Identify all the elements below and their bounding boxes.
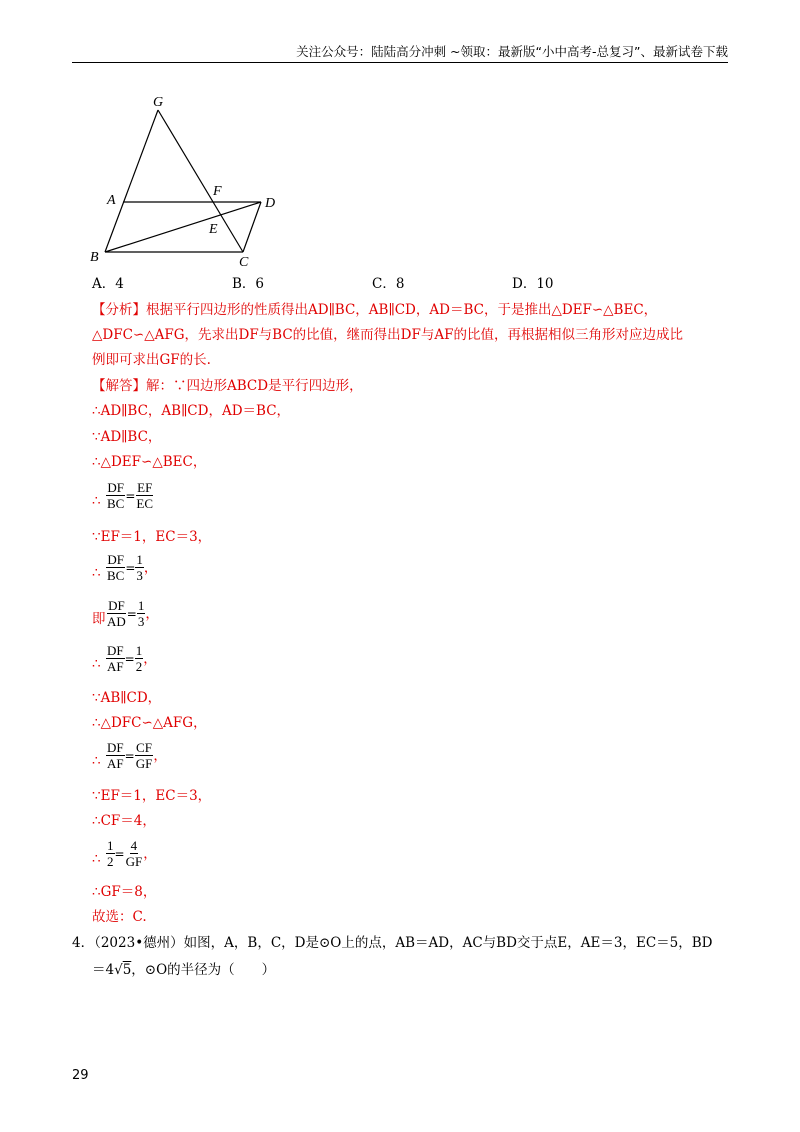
choice-c: C．8 [372,276,405,292]
solution-step-10: ∴GF＝8， [92,884,157,900]
fraction-right [135,552,144,583]
denominator: BC [107,568,125,583]
fraction-lead: ∴ [92,753,101,769]
fraction-tail: ， [143,845,157,862]
analysis-line-3: 例即可求出GF的长. [92,352,211,368]
numerator: DF [108,598,125,613]
fraction-right [135,740,154,771]
fraction-step-5: ∴ $\frac{DF}{AF}$ = $\frac{CF}{GF}$ ， [92,740,167,771]
segment-DC [243,202,261,252]
fraction-step-4: ∴ $\frac{DF}{AF}$ = $\frac{1}{2}$ ， [92,643,157,674]
solution-step-5: ∵EF＝1，EC＝3， [92,529,212,545]
fraction-tail: ， [143,559,158,576]
analysis-line-1: 【分析】根据平行四边形的性质得出AD∥BC，AB∥CD，AD＝BC，于是推出△DEF∽△BEC， [92,302,658,318]
fraction-lead: ∴ [92,656,101,672]
segment-BD [105,202,261,252]
solution-step-3: ∵AD∥BC， [92,429,162,445]
sqrt-radicand: 5 [122,962,132,978]
fraction-right [135,643,144,674]
fraction-right [135,480,154,511]
solution-step-1: 【解答】解：∵四边形ABCD是平行四边形， [92,378,363,394]
choice-b: B．6 [232,276,265,292]
fraction-step-3: 即 $\frac{DF}{AD}$ = $\frac{1}{3}$ ， [92,598,159,629]
fraction-tail: ， [143,650,157,667]
page-number: 29 [72,1068,89,1083]
solution-step-6: ∵AB∥CD， [92,690,162,706]
label-D: D [265,196,276,211]
label-A: A [107,193,116,208]
geometry-figure [85,88,285,268]
denominator: EC [136,496,154,511]
label-F: F [213,184,222,199]
analysis-line-2: △DFC∽△AFG，先求出DF与BC的比值，继而得出DF与AF的比值，再根据相似三角形对应边成比 [92,327,683,343]
question-4-bd-prefix: ＝4 [92,962,115,978]
solution-final-choice: 故选：C. [92,909,147,925]
denominator: 2 [107,854,114,869]
denominator: 3 [137,614,145,629]
fraction-right [125,838,144,869]
choice-a: A．4 [92,276,124,292]
denominator: BC [107,496,125,511]
numerator: DF [107,740,124,755]
numerator: EF [137,480,153,495]
numerator: 1 [135,643,143,658]
fraction-lead: ∴ [92,565,101,581]
numerator: 1 [107,838,114,853]
question-4-line-2 [92,960,275,980]
sqrt-symbol: √ [114,962,123,978]
solution-step-2: ∴AD∥BC，AB∥CD，AD＝BC， [92,403,291,419]
numerator: 1 [137,598,145,613]
fraction-left [106,740,125,771]
fraction-right [137,598,146,629]
fraction-lead: 即 [92,611,106,627]
fraction-tail: ， [153,747,167,764]
fraction-left [106,643,125,674]
numerator: DF [107,643,124,658]
fraction-left [106,480,125,511]
fraction-step-1: ∴ $\frac{DF}{BC}$ = $\frac{EF}{EC}$ [92,480,154,511]
denominator: AF [107,756,124,771]
numerator: DF [107,480,124,495]
label-C: C [239,255,249,268]
fraction-step-6: ∴ $\frac{1}{2}$ = $\frac{4}{GF}$ ， [92,838,157,869]
denominator: GF [135,756,153,771]
fraction-tail: ， [145,605,159,622]
solution-step-9: ∴CF＝4， [92,813,156,829]
numerator: DF [107,552,124,567]
fraction-lead: ∴ [92,493,101,509]
page-header: 关注公众号：陆陆高分冲刺 ~领取：最新版“小中高考-总复习”、最新试卷下载 [72,42,728,63]
numerator: CF [136,740,152,755]
choice-d: D．10 [512,276,554,292]
question-4-line-1: 4．（2023•德州）如图，A，B，C，D是⊙O上的点，AB＝AD，AC与BD交于点E，AE＝3，EC＝5，BD [72,935,713,951]
label-B: B [90,250,99,265]
fraction-left [106,598,127,629]
solution-step-7: ∴△DFC∽△AFG， [92,715,207,731]
label-G: G [153,95,164,110]
numerator: 1 [136,552,143,567]
label-E: E [209,222,218,237]
denominator: 3 [136,568,143,583]
solution-step-8: ∵EF＝1，EC＝3， [92,788,212,804]
segment-GB [105,110,158,252]
solution-step-4: ∴△DEF∽△BEC， [92,454,207,470]
fraction-left [106,552,125,583]
denominator: 2 [135,659,143,674]
answer-choices [92,274,652,294]
fraction-step-2: ∴ $\frac{DF}{BC}$ = $\frac{1}{3}$ ， [92,552,158,583]
denominator: AD [107,614,126,629]
denominator: GF [125,854,143,869]
denominator: AF [107,659,124,674]
fraction-lead: ∴ [92,851,101,867]
numerator: 4 [130,838,138,853]
fraction-left [106,838,115,869]
question-4-bd-suffix: ，⊙O的半径为（ ） [131,962,276,978]
